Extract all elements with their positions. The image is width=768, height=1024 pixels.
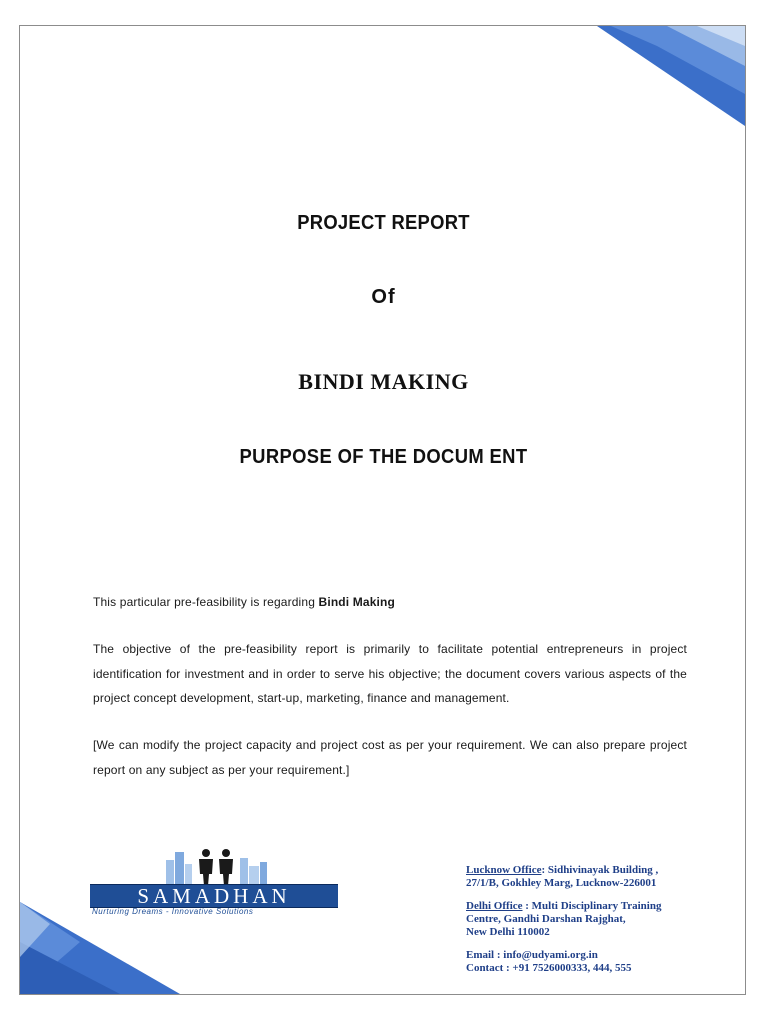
contact-block [466,864,736,985]
document-title: BINDI MAKING [298,369,469,394]
subject-prefix-text: This particular pre-feasibility is regarding [93,595,319,609]
lucknow-address-line1: : Sidhivinayak Building , [541,864,659,876]
lucknow-address-line2: 27/1/B, Gokhley Marg, Lucknow-226001 [466,877,657,889]
of-heading: Of [371,286,396,308]
logo-wordmark: SAMADHAN [90,884,338,908]
delhi-address-line3: New Delhi 110002 [466,926,550,938]
purpose-heading: PURPOSE OF THE DOCUM ENT [239,446,528,468]
objective-text: The objective of the pre-feasibility report is primarily to facilitate potential entrepreneurs in project identification for investment and in order to serve his objective; the document covers various aspects of the project concept development, start-up, marketing, finance and management. [93,642,687,705]
project-report-heading: PROJECT REPORT [297,212,470,234]
lucknow-office-label: Lucknow Office [466,864,542,876]
modify-note-text: [We can modify the project capacity and project cost as per your requirement. We can also prepare project report on any subject as per your requirement.] [93,738,687,777]
contact-details [466,949,736,975]
lucknow-office [466,864,736,890]
paragraph-subject [93,590,687,615]
logo-skyline-figures-icon [162,846,272,886]
paragraph-objective [93,637,687,711]
phone-text: Contact : +91 7526000333, 444, 555 [466,962,632,974]
logo-tagline: Nurturing Dreams - Innovative Solutions [92,907,254,916]
subject-bold-text: Bindi Making [318,595,395,609]
corner-decoration-top-right [597,26,745,126]
document-page [19,25,746,995]
paragraph-modify-note [93,733,687,782]
email-text: Email : info@udyami.org.in [466,949,598,961]
delhi-office-label: Delhi Office [466,900,523,912]
delhi-address-line2: Centre, Gandhi Darshan Rajghat, [466,913,626,925]
delhi-office [466,900,736,939]
samadhan-logo [90,846,340,916]
delhi-address-line1: : Multi Disciplinary Training [522,900,662,912]
